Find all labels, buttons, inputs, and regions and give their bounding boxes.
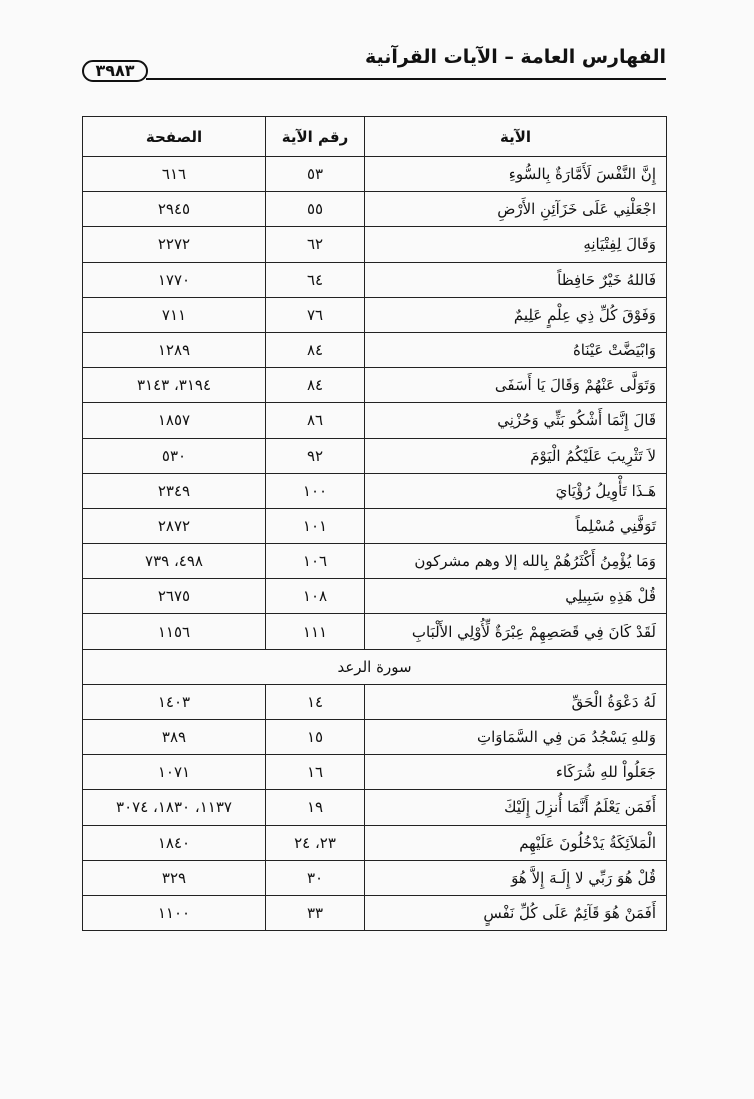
table-row <box>83 544 667 579</box>
verse-cell: وَقَالَ لِفِتْيَانِهِ <box>365 227 667 262</box>
verse-cell: اجْعَلْنِي عَلَى خَزَآئِنِ الأَرْضِ <box>365 192 667 227</box>
verse-cell: إِنَّ النَّفْسَ لَأَمَّارَةٌ بِالسُّوءِ <box>365 157 667 192</box>
verse-cell: أَفَمَنْ هُوَ قَآئِمٌ عَلَى كُلِّ نَفْسٍ <box>365 895 667 930</box>
page-ref-cell: ١٤٠٣ <box>83 684 266 719</box>
page-ref-cell: ٣١٩٤، ٣١٤٣ <box>83 368 266 403</box>
table-row <box>83 579 667 614</box>
verse-cell: قَالَ إِنَّمَا أَشْكُو بَثِّي وَحُزْنِي <box>365 403 667 438</box>
page-ref-cell: ٢٣٤٩ <box>83 473 266 508</box>
verse-cell: قُلْ هُوَ رَبِّي لا إِلَـهَ إِلاَّ هُوَ <box>365 860 667 895</box>
table-row <box>83 192 667 227</box>
column-header-aya: الآية <box>365 117 667 157</box>
verse-index-table <box>82 116 667 931</box>
table-row <box>83 860 667 895</box>
verse-cell: تَوَفَّنِي مُسْلِماً <box>365 508 667 543</box>
verse-number-cell: ٩٢ <box>266 438 365 473</box>
page-ref-cell: ٢٢٧٢ <box>83 227 266 262</box>
page-ref-cell: ٣٢٩ <box>83 860 266 895</box>
table-row <box>83 755 667 790</box>
verse-number-cell: ٥٣ <box>266 157 365 192</box>
verse-cell: فَاللهُ خَيْرٌ حَافِظاً <box>365 262 667 297</box>
verse-cell: هَـذَا تَأْوِيلُ رُؤْيَايَ <box>365 473 667 508</box>
verse-cell: الْمَلاَئِكَةُ يَدْخُلُونَ عَلَيْهِم <box>365 825 667 860</box>
page-ref-cell: ١٧٧٠ <box>83 262 266 297</box>
page-number-badge: ٣٩٨٣ <box>82 60 148 82</box>
table-header-row <box>83 117 667 157</box>
page-ref-cell: ٣٨٩ <box>83 720 266 755</box>
verse-cell: لاَ تَثْرِيبَ عَلَيْكُمُ الْيَوْمَ <box>365 438 667 473</box>
verse-number-cell: ٨٤ <box>266 368 365 403</box>
verse-cell: لَقَدْ كَانَ فِي قَصَصِهِمْ عِبْرَةٌ لِّأُوْلِي الأَلْبَابِ <box>365 614 667 649</box>
verse-cell: قُلْ هَذِهِ سَبِيلِي <box>365 579 667 614</box>
verse-number-cell: ١٠٠ <box>266 473 365 508</box>
page-header <box>82 42 666 92</box>
page-ref-cell: ٦١٦ <box>83 157 266 192</box>
verse-cell: وَمَا يُؤْمِنُ أَكْثَرُهُمْ بِالله إلا وهم مشركون <box>365 544 667 579</box>
table-row <box>83 790 667 825</box>
table-row <box>83 227 667 262</box>
verse-cell: وَللهِ يَسْجُدُ مَن فِي السَّمَاوَاتِ <box>365 720 667 755</box>
page-ref-cell: ١١٣٧، ١٨٣٠، ٣٠٧٤ <box>83 790 266 825</box>
page-ref-cell: ٤٩٨، ٧٣٩ <box>83 544 266 579</box>
page-ref-cell: ٧١١ <box>83 297 266 332</box>
verse-number-cell: ٣٠ <box>266 860 365 895</box>
table-row <box>83 368 667 403</box>
table-row <box>83 614 667 649</box>
page-ref-cell: ٢٩٤٥ <box>83 192 266 227</box>
verse-number-cell: ٧٦ <box>266 297 365 332</box>
table-row <box>83 895 667 930</box>
page-ref-cell: ٢٦٧٥ <box>83 579 266 614</box>
page-ref-cell: ١٨٥٧ <box>83 403 266 438</box>
table-row <box>83 332 667 367</box>
table-row <box>83 262 667 297</box>
verse-number-cell: ١٠٦ <box>266 544 365 579</box>
verse-number-cell: ٣٣ <box>266 895 365 930</box>
page-ref-cell: ١٨٤٠ <box>83 825 266 860</box>
column-header-number: رقم الآية <box>266 117 365 157</box>
page-ref-cell: ٥٣٠ <box>83 438 266 473</box>
page-ref-cell: ٢٨٧٢ <box>83 508 266 543</box>
table-row <box>83 157 667 192</box>
surah-heading: سورة الرعد <box>83 649 667 684</box>
verse-number-cell: ١٤ <box>266 684 365 719</box>
verse-number-cell: ١٠٨ <box>266 579 365 614</box>
page-ref-cell: ١١٥٦ <box>83 614 266 649</box>
verse-number-cell: ٥٥ <box>266 192 365 227</box>
verse-cell: أَفَمَن يَعْلَمُ أَنَّمَا أُنزِلَ إِلَيْكَ <box>365 790 667 825</box>
verse-number-cell: ٢٣، ٢٤ <box>266 825 365 860</box>
table-row <box>83 473 667 508</box>
verse-cell: جَعَلُواْ للهِ شُرَكَاء <box>365 755 667 790</box>
running-title: الفهارس العامة – الآيات القرآنية <box>365 46 666 68</box>
verse-number-cell: ١١١ <box>266 614 365 649</box>
surah-heading-row <box>83 649 667 684</box>
verse-cell: وَفَوْقَ كُلِّ ذِي عِلْمٍ عَلِيمٌ <box>365 297 667 332</box>
table-row <box>83 297 667 332</box>
header-rule <box>146 78 666 80</box>
table-row <box>83 438 667 473</box>
verse-cell: وَتَوَلَّى عَنْهُمْ وَقَالَ يَا أَسَفَى <box>365 368 667 403</box>
table-body <box>83 157 667 931</box>
verse-number-cell: ٦٤ <box>266 262 365 297</box>
verse-number-cell: ١٥ <box>266 720 365 755</box>
verse-number-cell: ١٩ <box>266 790 365 825</box>
column-header-page: الصفحة <box>83 117 266 157</box>
verse-cell: لَهُ دَعْوَةُ الْحَقِّ <box>365 684 667 719</box>
verse-cell: وَابْيَضَّتْ عَيْنَاهُ <box>365 332 667 367</box>
page-ref-cell: ١١٠٠ <box>83 895 266 930</box>
verse-number-cell: ١٦ <box>266 755 365 790</box>
verse-number-cell: ٨٤ <box>266 332 365 367</box>
table-row <box>83 508 667 543</box>
page-ref-cell: ١٠٧١ <box>83 755 266 790</box>
table-row <box>83 720 667 755</box>
verse-number-cell: ٦٢ <box>266 227 365 262</box>
verse-number-cell: ١٠١ <box>266 508 365 543</box>
verse-number-cell: ٨٦ <box>266 403 365 438</box>
table-row <box>83 403 667 438</box>
table-row <box>83 825 667 860</box>
page-ref-cell: ١٢٨٩ <box>83 332 266 367</box>
table-row <box>83 684 667 719</box>
